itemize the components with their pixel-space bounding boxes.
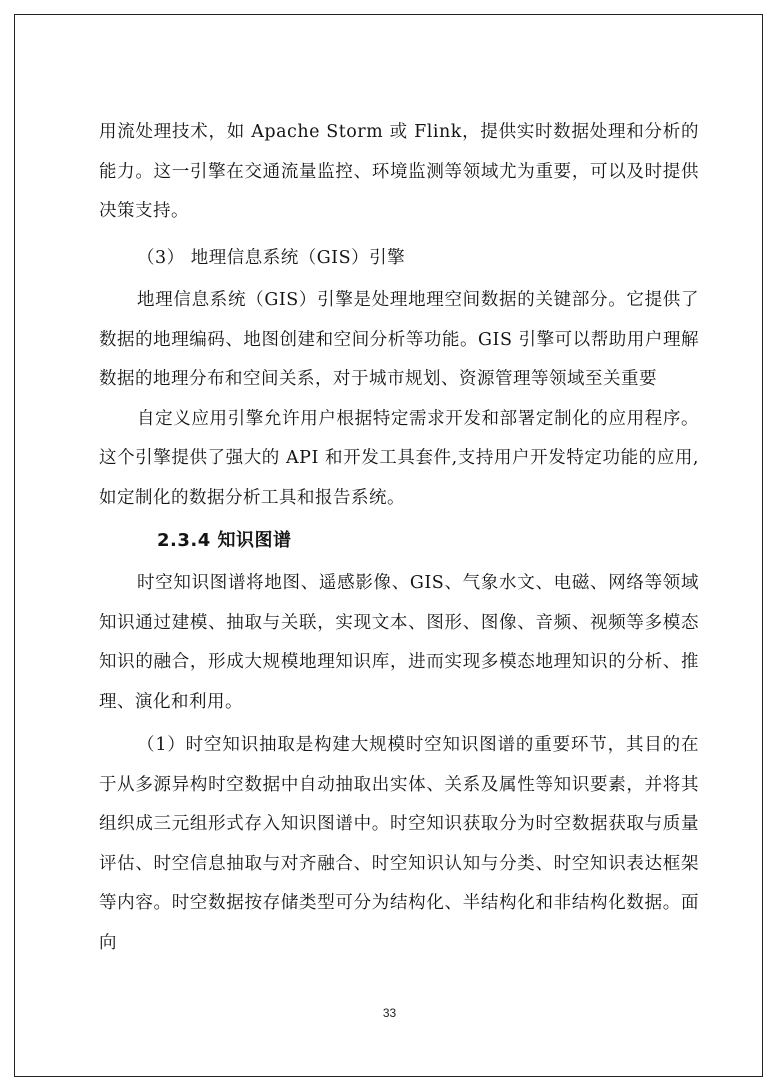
document-body — [99, 113, 699, 963]
page-number: 33 — [382, 1006, 397, 1020]
paragraph-knowledge-graph-intro: 时空知识图谱将地图、遥感影像、GIS、气象水文、电磁、网络等领域知识通过建模、抽取与关联，实现文本、图形、图像、音频、视频等多模态知识的融合，形成大规模地理知识库，进而实现多模态地理知识的分析、推理、演化和利用。 — [99, 573, 699, 712]
section-heading-knowledge-graph: 2.3.4 知识图谱 — [157, 530, 292, 551]
paragraph-knowledge-extraction: （1）时空知识抽取是构建大规模时空知识图谱的重要环节，其目的在于从多源异构时空数据中自动抽取出实体、关系及属性等知识要素，并将其组织成三元组形式存入知识图谱中。时空知识获取分为时空数据获取与质量评估、时空信息抽取与对齐融合、时空知识认知与分类、时空知识表达框架等内容。时空数据按存储类型可分为结构化、半结构化和非结构化数据。面向 — [99, 735, 699, 953]
paragraph-stream-processing: 用流处理技术，如 Apache Storm 或 Flink，提供实时数据处理和分析的能力。这一引擎在交通流量监控、环境监测等领域尤为重要，可以及时提供决策支持。 — [99, 122, 699, 221]
paragraph-gis-engine: 地理信息系统（GIS）引擎是处理地理空间数据的关键部分。它提供了数据的地理编码、地图创建和空间分析等功能。GIS 引擎可以帮助用户理解数据的地理分布和空间关系，对于城市规划、资源管理等领域至关重要 — [99, 290, 699, 389]
paragraph-custom-engine: 自定义应用引擎允许用户根据特定需求开发和部署定制化的应用程序。这个引擎提供了强大的 API 和开发工具套件,支持用户开发特定功能的应用,如定制化的数据分析工具和报告系统。 — [99, 408, 699, 508]
spacer — [99, 232, 699, 236]
subheading-gis-engine: （3） 地理信息系统（GIS）引擎 — [137, 247, 406, 268]
